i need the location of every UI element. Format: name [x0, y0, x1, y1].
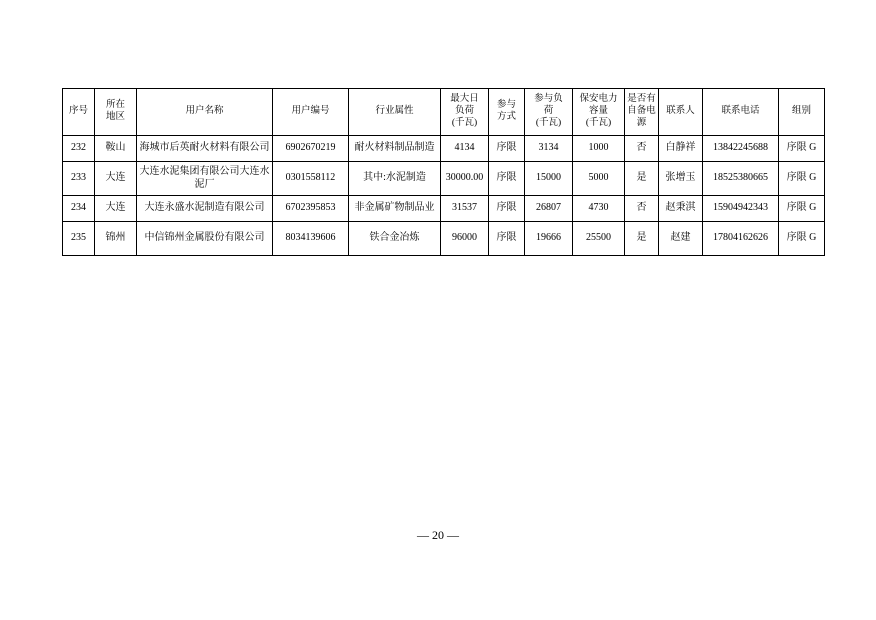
cell-participation-mode: 序限 — [489, 196, 525, 222]
header-line: (千瓦) — [585, 117, 612, 128]
table-row — [63, 136, 825, 162]
column-header-region — [95, 89, 137, 136]
header-line: 行业属性 — [375, 106, 414, 117]
cell-phone: 13842245688 — [703, 136, 779, 162]
cell-max-daily-load: 4134 — [441, 136, 489, 162]
header-line: 荷 — [543, 106, 554, 117]
header-line: 组别 — [791, 106, 811, 117]
header-line: 所在 — [105, 100, 125, 111]
cell-has-backup-power: 否 — [625, 136, 659, 162]
column-header-security-capacity — [573, 89, 625, 136]
data-table-container — [62, 88, 817, 256]
header-line: 参与负 — [534, 94, 563, 105]
column-header-seq — [63, 89, 95, 136]
cell-group: 序限 G — [779, 136, 825, 162]
cell-participating-load: 15000 — [525, 162, 573, 196]
cell-region: 大连 — [95, 162, 137, 196]
column-header-industry — [349, 89, 441, 136]
cell-has-backup-power: 是 — [625, 222, 659, 256]
cell-has-backup-power: 否 — [625, 196, 659, 222]
cell-industry: 非金属矿物制品业 — [349, 196, 441, 222]
cell-contact: 赵建 — [659, 222, 703, 256]
cell-participation-mode: 序限 — [489, 136, 525, 162]
header-line: 自备电 — [627, 106, 656, 117]
cell-user-name: 大连永盛水泥制造有限公司 — [137, 196, 273, 222]
cell-industry: 耐火材料制品制造 — [349, 136, 441, 162]
cell-region: 锦州 — [95, 222, 137, 256]
cell-group: 序限 G — [779, 222, 825, 256]
table-row — [63, 222, 825, 256]
cell-participating-load: 19666 — [525, 222, 573, 256]
cell-user-code: 8034139606 — [273, 222, 349, 256]
header-line: (千瓦) — [535, 117, 562, 128]
cell-group: 序限 G — [779, 162, 825, 196]
cell-region: 鞍山 — [95, 136, 137, 162]
cell-region: 大连 — [95, 196, 137, 222]
cell-max-daily-load: 30000.00 — [441, 162, 489, 196]
cell-participating-load: 3134 — [525, 136, 573, 162]
header-line: 源 — [636, 117, 647, 128]
header-line: 保安电力 — [579, 94, 618, 105]
cell-seq: 233 — [63, 162, 95, 196]
cell-participation-mode: 序限 — [489, 222, 525, 256]
header-line: 负荷 — [454, 106, 474, 117]
column-header-user-name — [137, 89, 273, 136]
column-header-user-code — [273, 89, 349, 136]
cell-security-capacity: 25500 — [573, 222, 625, 256]
column-header-participation-mode — [489, 89, 525, 136]
header-line: 用户名称 — [185, 106, 224, 117]
header-line: (千瓦) — [451, 117, 478, 128]
column-header-max-daily-load — [441, 89, 489, 136]
header-line: 方式 — [496, 112, 516, 122]
header-line: 联系电话 — [721, 106, 760, 117]
table-header-row — [63, 89, 825, 136]
cell-user-code: 0301558112 — [273, 162, 349, 196]
column-header-has-backup-power — [625, 89, 659, 136]
table-row — [63, 196, 825, 222]
cell-industry: 其中:水泥制造 — [349, 162, 441, 196]
cell-security-capacity: 1000 — [573, 136, 625, 162]
cell-security-capacity: 5000 — [573, 162, 625, 196]
cell-max-daily-load: 31537 — [441, 196, 489, 222]
cell-user-code: 6702395853 — [273, 196, 349, 222]
column-header-group — [779, 89, 825, 136]
power-users-table — [62, 88, 825, 256]
column-header-phone — [703, 89, 779, 136]
table-body — [63, 136, 825, 256]
cell-user-code: 6902670219 — [273, 136, 349, 162]
cell-industry: 铁合金冶炼 — [349, 222, 441, 256]
cell-user-name: 中信锦州金属股份有限公司 — [137, 222, 273, 256]
cell-group: 序限 G — [779, 196, 825, 222]
header-line: 参与 — [496, 100, 516, 111]
header-line: 最大日 — [450, 94, 479, 105]
cell-phone: 17804162626 — [703, 222, 779, 256]
column-header-contact — [659, 89, 703, 136]
header-line: 联系人 — [666, 106, 695, 117]
cell-participation-mode: 序限 — [489, 162, 525, 196]
cell-security-capacity: 4730 — [573, 196, 625, 222]
page-number: — 20 — — [417, 528, 459, 542]
cell-contact: 赵秉淇 — [659, 196, 703, 222]
cell-contact: 白静祥 — [659, 136, 703, 162]
header-line: 是否有 — [627, 94, 656, 105]
header-line: 用户编号 — [291, 106, 330, 117]
cell-seq: 234 — [63, 196, 95, 222]
cell-user-name: 大连水泥集团有限公司大连水泥厂 — [137, 162, 273, 196]
cell-contact: 张增玉 — [659, 162, 703, 196]
cell-seq: 232 — [63, 136, 95, 162]
cell-seq: 235 — [63, 222, 95, 256]
cell-phone: 15904942343 — [703, 196, 779, 222]
cell-phone: 18525380665 — [703, 162, 779, 196]
header-line: 序号 — [68, 106, 88, 117]
cell-max-daily-load: 96000 — [441, 222, 489, 256]
cell-participating-load: 26807 — [525, 196, 573, 222]
header-line: 容量 — [588, 106, 608, 117]
cell-user-name: 海城市后英耐火材料有限公司 — [137, 136, 273, 162]
table-header — [63, 89, 825, 136]
column-header-participating-load — [525, 89, 573, 136]
table-row — [63, 162, 825, 196]
cell-has-backup-power: 是 — [625, 162, 659, 196]
header-line: 地区 — [105, 112, 125, 122]
